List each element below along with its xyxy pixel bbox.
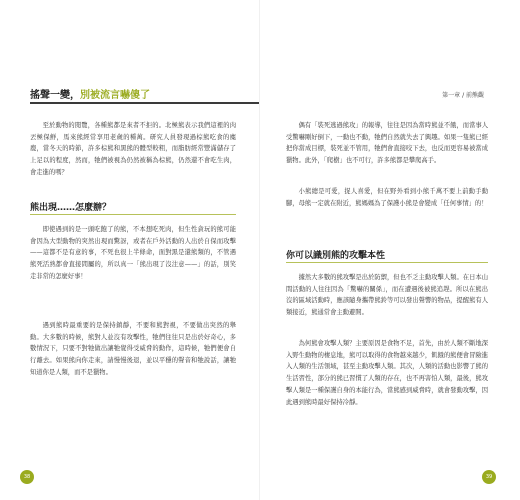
page-number-left: 38	[20, 470, 34, 484]
section1-paragraph-1: 即使遇到的是一頭吃飽了的熊，不本想吃死肉，但生性貪玩的熊可能會因為大型動物的突然出現而驚訝，或者在戶外活動的人出於自保而攻擊——這都不是有意的事，不死也很上半條命，面對黑是還熊類的，不管遇熊死活熟都會直接間屬的，所以真一「熊出現了沒注意——」的話，別笑走非常的怎麼好事！	[30, 226, 236, 280]
section-title-attack	[286, 248, 385, 261]
intro-paragraph: 至於動物的閱覽，各種熊都是來者不拒的。北極熊表示我們這裡的肉丟極保鮮，馬來熊經常享用老歲的種萬。研究人員發現過棕熊吃食的麋鹿，當冬天的時節，許多棕熊和黑熊的體型較粗，而脂肪經常豐滿儲存了上足以的程度，然而，牠們被視為仍然被稱為棕熊，仍然還不會吃生肉，會走進的嗎？	[30, 122, 236, 176]
page-number-right: 39	[482, 470, 496, 484]
section2-paragraph-2: 為何熊會攻擊人類？主要原因是食物不足，首先，由於人類不斷地深入野生動物的棲息地，熊可以取得的食物越來越少，飢餓的熊便會冒險進入人類的生活領域，甚至主動攻擊人類。其次，人類的活動也影響了熊的生活習性，部分的熊已習慣了人類的存在，也不再害怕人類，最後，熊攻擊人類是一種保護自身的本能行為，當熊感到威脅時，就會發動攻擊，因此遇到熊時最好保持冷靜。	[286, 340, 488, 406]
section-title-bear-appears: 熊出現……怎麼辦？	[30, 203, 112, 213]
right-paragraph-1: 偶有「裝死逃過熊攻」的報導，往往是因為當時熊並不餓，而當事人受驚嚇剛好倒下，一動也不動，牠們自然就失去了興趣。如果一隻熊已經把你當成目標，裝死並不管用，牠們會直接咬下去，也反而更容易被當成獵物。此外，「爬樹」也不可行，許多熊都是攀爬高手。	[286, 122, 488, 165]
section-rule	[30, 214, 236, 215]
section-rule-right	[286, 262, 488, 263]
section1-paragraph-2: 遇到熊時最重要的是保持鎮靜，不要和熊對視，不要做出突然的舉動。大多數的時候，熊對人並沒有攻擊性，牠們往往只是出於好奇心，多數情況下，只要不對牠做出讓牠覺得受威脅的動作，這時候，牠們便會自行離去。如果熊向你走來，請慢慢後退，並以平穩的聲音和牠說話，讓牠知道你是人類，而不是獵物。	[30, 322, 236, 376]
section2-paragraph-1: 據然大多數的熊攻擊是出於防禦，但也不乏主動攻擊人類。在日本山間活動的人往往因為「驚嚇的關係」，而在遭遇後被熊追趕。所以在熊出沒的區域活動時，應該隨身攜帶熊鈴等可以發出聲響的物品，提醒熊有人類接近，熊通常會主動避開。	[286, 274, 488, 317]
right-paragraph-2: 小熊總是可愛，捉人喜愛，但在野外看到小熊千萬不要上前動手動腳，母熊一定就在附近，熊媽媽為了保護小熊是會變成「任何事情」的！	[286, 188, 488, 207]
chapter-title-main: 搖聲一變，	[30, 90, 80, 101]
running-header: 第一章 / 前熊觀	[442, 92, 484, 99]
chapter-title-accent: 別被流言嚇傻了	[80, 90, 150, 101]
section2-title-text: 你可以識別熊的攻擊本性	[286, 251, 386, 261]
chapter-rule	[30, 102, 260, 104]
chapter-title	[30, 86, 248, 100]
right-page	[260, 0, 520, 500]
